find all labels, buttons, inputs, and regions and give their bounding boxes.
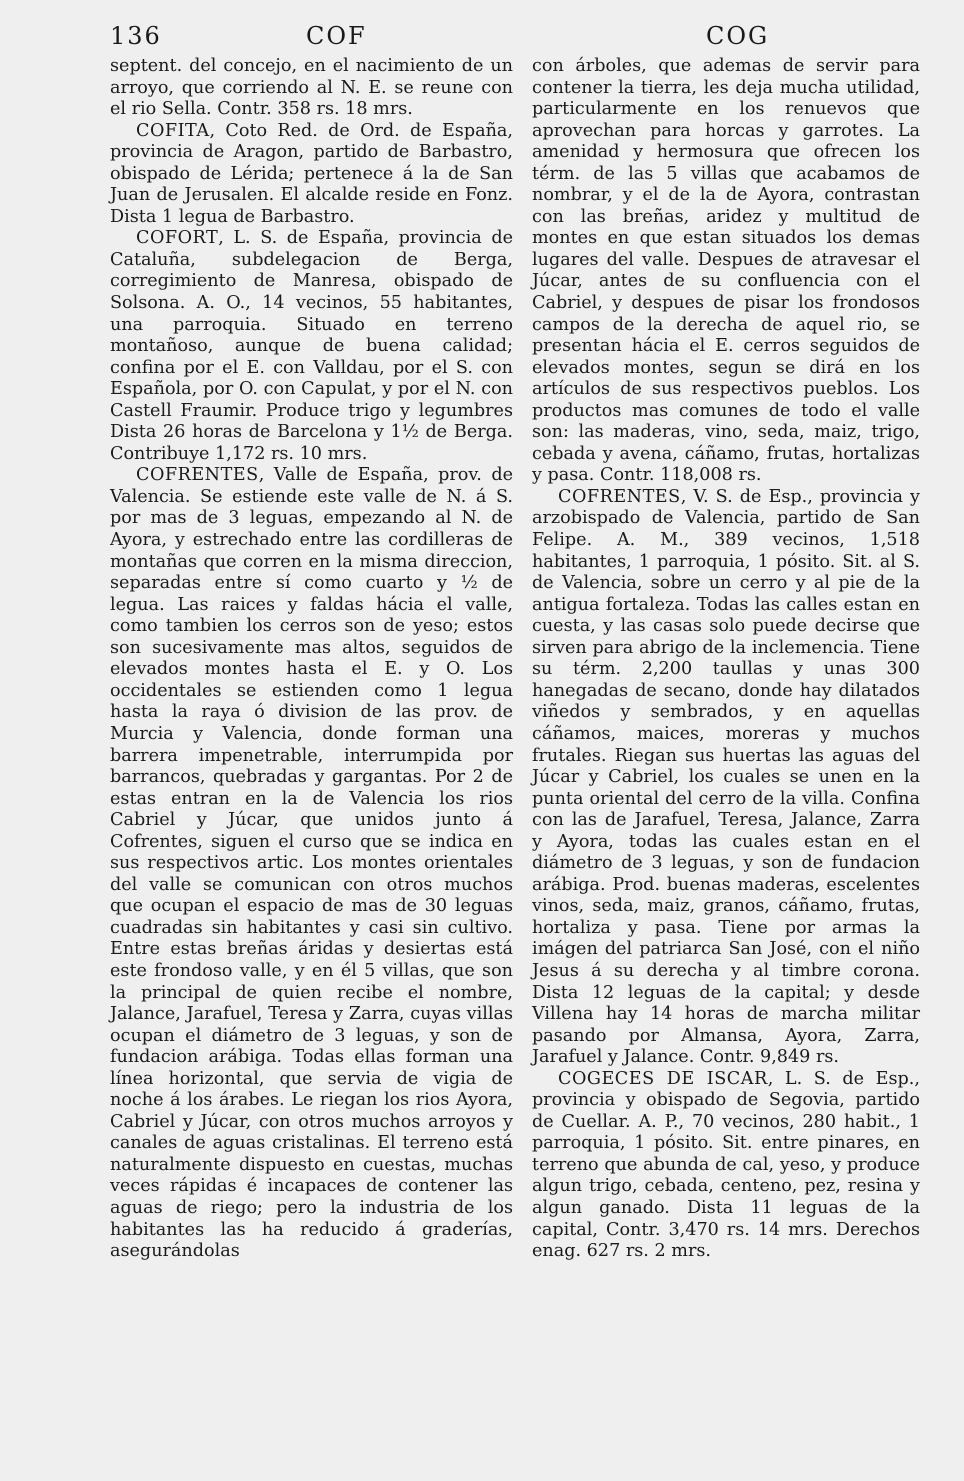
headword: COFRENTES: [136, 465, 259, 486]
entry-cofrentes-valle: COFRENTES, Valle de España, prov. de Valencia. Se estiende este valle de N. á S. por mas de 3 leguas, empezando al N. de Ayora, y estrechado entre las cordilleras de montañas que corren en la misma direccion, separadas entre sí como cuarto y ½ de legua. Las raices y faldas hácia el valle, como tambien los cerros son de yeso; estos son sucesivamente mas altos, seguidos de elevados montes hasta el E. y O. Los occidentales se estienden como 1 legua hasta la raya ó division de las prov. de Murcia y Valencia, donde forman una barrera impenetrable, interrumpida por barrancos, quebradas y gargantas. Por 2 de estas entran en la de Valencia los rios Cabriel y Júcar, que unidos junto á Cofrentes, siguen el curso que se indica en sus respectivos artic. Los montes orientales del valle se comunican con otros muchos que ocupan el espacio de mas de 30 leguas cuadradas sin habitantes y casi sin cultivo. Entre estas breñas áridas y desiertas está este frondoso valle, y en él 5 villas, que son la principal de quien recibe el nombre, Jalance, Jarafuel, Teresa y Zarra, cuyas villas ocupan el diámetro de 3 leguas, y son de fundacion arábiga. Todas ellas forman una línea horizontal, que servia de vigia de noche á los árabes. Le riegan los rios Ayora, Cabriel y Júcar, con otros muchos arroyos y canales de aguas cristalinas. El terreno está naturalmente dispuesto en cuestas, muchas veces rápidas é incapaces de contener las aguas de riego; pero la industria de los habitantes las ha reducido á graderías, asegurándolas: [110, 465, 513, 1262]
page-number: 136: [110, 22, 162, 50]
left-column: [110, 56, 513, 1263]
entry-continuation: septent. del concejo, en el nacimiento de un arroyo, que corriendo al N. E. se reune con el rio Sella. Contr. 358 rs. 18 mrs.: [110, 56, 513, 120]
running-header: [110, 18, 930, 58]
headword: COFITA: [136, 120, 210, 141]
left-running-head: COF: [306, 22, 367, 50]
entry-cogeces-de-iscar: COGECES DE ISCAR, L. S. de Esp., provincia y obispado de Segovia, partido de Cuellar. A. P., 70 vecinos, 280 habit., 1 parroquia, 1 pósito. Sit. entre pinares, en terreno que abunda de cal, yeso, y produce algun trigo, cebada, centeno, pez, resina y algun ganado. Dista 11 leguas de la capital, Contr. 3,470 rs. 14 mrs. Derechos enag. 627 rs. 2 mrs.: [532, 1068, 920, 1262]
headword: COFORT: [136, 228, 219, 249]
entry-cofrentes-villa: COFRENTES, V. S. de Esp., provincia y arzobispado de Valencia, partido de San Felipe. A. M., 389 vecinos, 1,518 habitantes, 1 parroquia, 1 pósito. Sit. al S. de Valencia, sobre un cerro y al pie de la antigua fortaleza. Todas las calles estan en cuesta, y las casas solo puede decirse que sirven para abrigo de la inclemencia. Tiene su térm. 2,200 taullas y unas 300 hanegadas de secano, donde hay dilatados viñedos y sembrados, y en aquellas cáñamos, maices, moreras y muchos frutales. Riegan sus huertas las aguas del Júcar y Cabriel, los cuales se unen en la punta oriental del cerro de la villa. Confina con las de Jarafuel, Teresa, Jalance, Zarra y Ayora, todas las cuales estan en el diámetro de 3 leguas, y son de fundacion arábiga. Prod. buenas maderas, escelentes vinos, seda, maiz, granos, cáñamo, frutas, hortaliza y pasa. Tiene por armas la imágen del patriarca San José, con el niño Jesus á su derecha y al timbre corona. Dista 12 leguas de la capital; y desde Villena hay 14 horas de marcha militar pasando por Almansa, Ayora, Zarra, Jarafuel y Jalance. Contr. 9,849 rs.: [532, 486, 920, 1068]
entry-cofort: COFORT, L. S. de España, provincia de Cataluña, subdelegacion de Berga, corregimiento de Manresa, obispado de Solsona. A. O., 14 vecinos, 55 habitantes, una parroquia. Situado en terreno montañoso, aunque de buena calidad; confina por el E. con Valldau, por el S. con Española, por O. con Capulat, y por el N. con Castell Fraumir. Produce trigo y legumbres Dista 26 horas de Barcelona y 1½ de Berga. Contribuye 1,172 rs. 10 mrs.: [110, 228, 513, 464]
right-running-head: COG: [706, 22, 770, 50]
headword: COFRENTES: [558, 486, 681, 507]
right-column: [532, 56, 920, 1263]
entry-cofita: COFITA, Coto Red. de Ord. de España, provincia de Aragon, partido de Barbastro, obispado de Lérida; pertenece á la de San Juan de Jerusalen. El alcalde reside en Fonz. Dista 1 legua de Barbastro.: [110, 120, 513, 227]
entry-continuation: con árboles, que ademas de servir para contener la tierra, les deja mucha utilidad, particularmente en los renuevos que aprovechan para horcas y garrotes. La amenidad y hermosura que ofrecen los térm. de las 5 villas que acabamos de nombrar, y el de la de Ayora, contrastan con las breñas, aridez y multitud de montes en que estan situados los demas lugares del valle. Despues de atravesar el Júcar, antes de su confluencia con el Cabriel, y despues de pisar los frondosos campos de la derecha de aquel rio, se presentan hácia el E. cerros seguidos de elevados montes, segun se dirá en los artículos de sus respectivos pueblos. Los productos mas comunes de todo el valle son: las maderas, vino, seda, maiz, trigo, cebada y avena, cáñamo, frutas, hortalizas y pasa. Contr. 118,008 rs.: [532, 56, 920, 486]
headword: COGECES DE ISCAR: [558, 1068, 768, 1089]
